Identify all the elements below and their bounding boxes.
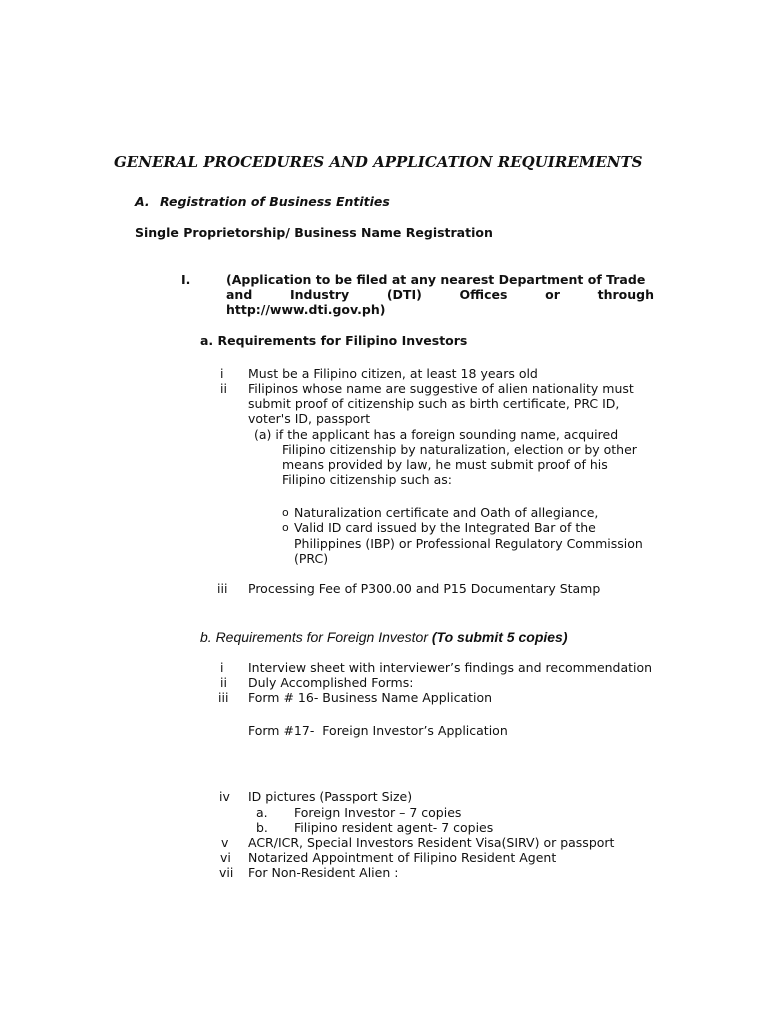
list-item-text: submit proof of citizenship such as birth certificate, PRC ID, bbox=[248, 396, 620, 411]
item-i-word: Industry bbox=[290, 287, 350, 302]
filipino-heading: a. Requirements for Filipino Investors bbox=[200, 333, 468, 348]
page-title: GENERAL PROCEDURES AND APPLICATION REQUIREMENTS bbox=[114, 153, 643, 171]
list-item-text: Duly Accomplished Forms: bbox=[248, 675, 414, 690]
list-number: ii bbox=[220, 381, 227, 396]
sub-item-text: Foreign Investor – 7 copies bbox=[294, 805, 462, 820]
list-number: ii bbox=[220, 675, 227, 690]
list-number: iv bbox=[219, 789, 230, 804]
list-item-text: For Non-Resident Alien : bbox=[248, 865, 399, 880]
bullet-marker: o bbox=[282, 521, 289, 534]
sub-a-text: means provided by law, he must submit proof of his bbox=[282, 457, 608, 472]
item-i-word: Offices bbox=[459, 287, 508, 302]
foreign-heading bbox=[200, 627, 568, 646]
item-i-line2 bbox=[226, 287, 654, 302]
list-item-text: Notarized Appointment of Filipino Resident Agent bbox=[248, 850, 557, 865]
item-i-word: or bbox=[545, 287, 560, 302]
item-i-word: and bbox=[226, 287, 253, 302]
sub-item-label: a. bbox=[256, 805, 268, 820]
bullet-text: Valid ID card issued by the Integrated Bar of the bbox=[294, 520, 596, 535]
item-i-numeral: I. bbox=[181, 272, 191, 287]
item-i-line1: (Application to be filed at any nearest Department of Trade bbox=[226, 272, 646, 287]
list-item-text: voter's ID, passport bbox=[248, 411, 371, 426]
list-number: vii bbox=[219, 865, 234, 880]
bullet-text: Philippines (IBP) or Professional Regulatory Commission bbox=[294, 536, 643, 551]
list-number: i bbox=[220, 660, 224, 675]
subheading: Single Proprietorship/ Business Name Registration bbox=[135, 225, 493, 240]
sub-a-text: Filipino citizenship by naturalization, election or by other bbox=[282, 442, 637, 457]
list-number: v bbox=[221, 835, 229, 850]
section-a-label: A. bbox=[135, 194, 150, 209]
form17-text: Form #17- Foreign Investor’s Application bbox=[248, 723, 508, 738]
list-item-text: Processing Fee of P300.00 and P15 Documentary Stamp bbox=[248, 581, 601, 596]
list-item-text: ACR/ICR, Special Investors Resident Visa(SIRV) or passport bbox=[248, 835, 615, 850]
list-item-text: Form # 16- Business Name Application bbox=[248, 690, 493, 705]
list-number: iii bbox=[218, 690, 229, 705]
sub-item-label: b. bbox=[256, 820, 268, 835]
list-number: i bbox=[220, 366, 224, 381]
sub-a-text: (a) if the applicant has a foreign sounding name, acquired bbox=[254, 427, 619, 442]
bullet-text: (PRC) bbox=[294, 551, 329, 566]
bullet-text: Naturalization certificate and Oath of allegiance, bbox=[294, 505, 599, 520]
section-a-heading: Registration of Business Entities bbox=[160, 194, 390, 209]
list-item-text: Must be a Filipino citizen, at least 18 years old bbox=[248, 366, 538, 381]
item-i-word: (DTI) bbox=[386, 287, 422, 302]
list-item-text: ID pictures (Passport Size) bbox=[248, 789, 413, 804]
list-number: iii bbox=[217, 581, 228, 596]
sub-item-text: Filipino resident agent- 7 copies bbox=[294, 820, 494, 835]
foreign-heading-bold: (To submit 5 copies) bbox=[431, 629, 568, 645]
bullet-marker: o bbox=[282, 506, 289, 519]
foreign-heading-text: b. Requirements for Foreign Investor bbox=[200, 629, 432, 645]
sub-a-text: Filipino citizenship such as: bbox=[282, 472, 452, 487]
item-i-line3: http://www.dti.gov.ph) bbox=[226, 302, 386, 317]
list-item-text: Filipinos whose name are suggestive of alien nationality must bbox=[248, 381, 634, 396]
list-number: vi bbox=[220, 850, 231, 865]
list-item-text: Interview sheet with interviewer’s findings and recommendation bbox=[248, 660, 653, 675]
item-i-word: through bbox=[597, 287, 654, 302]
